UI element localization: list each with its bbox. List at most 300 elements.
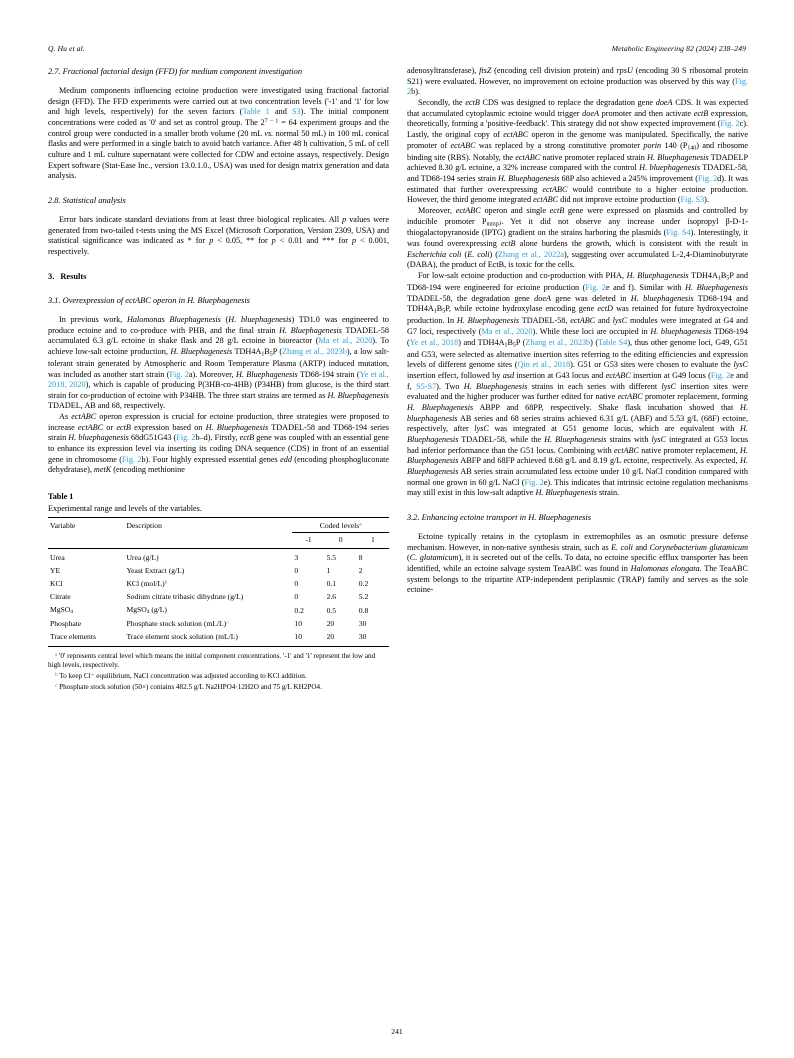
ref-table-s4[interactable]: Table S4	[598, 337, 628, 347]
cell-level-0: 2.6	[326, 591, 337, 601]
italic-run: Escherichia coli	[407, 249, 462, 259]
cell-description: MgSO$_4$ (g/L)	[126, 604, 167, 615]
italic-run: H. Bluephagenesis	[498, 173, 560, 183]
page-number: 241	[391, 1027, 403, 1036]
heading-2-7-title: Fractional factorial design (FFD) for medium component investigation	[62, 67, 303, 76]
ref-zhang-2022a[interactable]: Zhang et al., 2022a	[498, 249, 564, 259]
italic-run: H. Bluephagenesis	[544, 434, 607, 444]
text-run: ), which is capable of producing P(3HB-co-4HB) (P34HB) from glucose, is the third start strain for co-production of ectoine with P34HB. The three start strains are termed as	[48, 380, 390, 400]
text-run: 140 (P	[661, 140, 688, 150]
italic-run: H. Bluephagenesis	[205, 422, 269, 432]
heading-3-1	[48, 295, 389, 306]
cell-level-minus1: 10	[294, 632, 303, 642]
ref-fig-2b[interactable]: Fig. 2	[407, 76, 748, 97]
text-run: P (	[272, 346, 283, 356]
cell-level-minus1: 0	[294, 578, 299, 588]
text-run: and	[632, 542, 650, 552]
text-run: and	[595, 316, 613, 326]
cell-variable: Phosphate	[50, 619, 82, 629]
footnote-b	[48, 672, 389, 682]
text-run: B	[264, 346, 270, 356]
italic-run: H. bluephagenesis	[407, 402, 748, 423]
italic-run: p	[351, 236, 357, 246]
table-footnotes-row	[48, 646, 389, 693]
text-run: B	[507, 337, 513, 347]
text-run: TDADEL-58, and TD68-194 series strain	[407, 163, 748, 183]
italic-run: ectABC	[515, 152, 541, 162]
paragraph-previous-work	[48, 315, 389, 412]
text-run: e). This indicates that intrinsic ectoine regulation mechanisms may still exist in this low-salt adaptive	[407, 477, 748, 498]
italic-run: doeA	[655, 97, 673, 107]
ref-ma-2020[interactable]: Ma et al., 2020	[481, 327, 533, 336]
ref-ye-2018[interactable]: Ye et al., 2018	[409, 337, 459, 347]
text-run: strain.	[596, 488, 620, 498]
italic-run: E. coli	[467, 249, 490, 259]
italic-run: doeA	[534, 293, 551, 303]
italic-run: H. Bluephagenesis	[407, 424, 748, 444]
cell-level-1: 2	[358, 565, 363, 575]
italic-run: doeA	[582, 108, 599, 118]
text-run: alone burdens the growth, which is consistent with the result in	[515, 239, 749, 249]
ref-fig-2b[interactable]: Fig. 2	[121, 454, 142, 464]
text-run: Secondly, the	[418, 97, 466, 107]
text-run: ). Interestingly, it was found overexpressing	[407, 228, 749, 249]
text-run: In previous work,	[59, 314, 127, 324]
footnote-mark: b	[55, 671, 58, 678]
italic-run: lysC	[733, 360, 748, 370]
text-run: c). Lastly, the original copy of	[407, 119, 748, 139]
text-run: operon in the genome was manipulated. Specifically, the native promoter of	[407, 129, 748, 150]
text-run: (	[461, 249, 468, 259]
text-run: operon expression is crucial for ectoine production, three strategies were proposed to increase	[48, 412, 389, 432]
footnote-marker-c[interactable]: c	[226, 619, 229, 626]
text-run: . Yet it did not observe any increase under isopropyl β-D-1-thiogalactopyranoside (IPTG) gradient on the strains harboring the plasmids (	[407, 216, 748, 238]
italic-run: ectABC	[605, 370, 631, 380]
text-run: 68dG51G43 (	[128, 433, 177, 443]
text-run: b–d). Firstly,	[195, 433, 240, 443]
italic-run: H. bluephagenesis	[650, 327, 712, 336]
italic-run: lysC	[612, 316, 628, 326]
footnote-a	[48, 652, 389, 671]
cell-variable: YE	[50, 565, 61, 575]
text-run: was replaced by a strong constitutive promoter	[475, 140, 644, 150]
text-run: TDH4A	[232, 346, 262, 356]
subscript-text: mmp	[486, 220, 499, 227]
text-run: insertion at G43 locus and	[514, 370, 606, 380]
text-run: native promoter replacement,	[638, 445, 741, 455]
col-head-level-minus1: -1	[305, 535, 312, 545]
italic-run: ectB	[549, 205, 565, 215]
text-run: = 64 experiment groups and the control group were conducted in a smaller broth volume (20 mL	[48, 118, 389, 138]
cell-variable: Urea	[50, 552, 65, 562]
heading-3-2	[407, 512, 748, 523]
italic-run: H. Bluephagenesis	[170, 346, 233, 356]
text-run: AB series and 68 series strains achieved 6.31 g/L (ABF) and 5.53 g/L (68F) ectoine, respectively, after	[407, 413, 748, 434]
text-run: CDS was designed to replace the degradation gene	[479, 97, 656, 107]
heading-3-2-title-part: Enhancing ectoine transport in	[421, 512, 529, 522]
italic-run: E. coli	[611, 542, 633, 552]
table-row	[48, 618, 389, 631]
paragraph-secondly	[407, 98, 748, 206]
text-run: ABFP and 68FP achieved 8.68 g/L and 8.19 g/L ectoine, respectively. As expected,	[458, 456, 741, 466]
cell-level-minus1: 0.2	[294, 606, 304, 616]
italic-run: ectB	[465, 97, 480, 107]
heading-2-7-number: 2.7.	[48, 67, 61, 76]
italic-run: H. Bluephagenesis	[235, 369, 298, 379]
col-head-coded-levels	[292, 518, 389, 533]
cell-description: Trace element stock solution (mL/L)	[126, 632, 238, 642]
text-run: gene was coupled with an essential gene to enhance its expression level via inserting its coding DNA sequence (CDS) in front of an essential gene in chromosome (	[48, 433, 389, 464]
text-run: ), thus other genome loci, G49, G51 and G53, were selected as alternative insertion sites referring to the editing efficiencies and expression levels of different genome sites (	[407, 337, 749, 370]
text-run: a). Moreover,	[188, 369, 236, 379]
text-run: As	[59, 412, 72, 422]
paragraph-ffd	[48, 86, 389, 182]
ref-s5-s7[interactable]: S5-S7	[416, 381, 437, 391]
italic-run: ectABC	[450, 140, 476, 150]
footnote-mark: c	[55, 682, 58, 689]
heading-3-2-organism: H. Bluephagenesis	[528, 512, 592, 522]
italic-run: ectABC	[71, 412, 97, 422]
text-run: ) and TDH4A	[458, 337, 505, 347]
subscript: 5	[269, 351, 273, 358]
text-run: was retained for future hydroxyectoine production. In	[407, 304, 749, 326]
text-run: TDADEL-58 accumulated 6.3 g/L ectoine in shake flask and 28 g/L ectoine in bioreactor (	[48, 325, 389, 346]
text-run: TDADELP achieved 8.30 g/L ectoine, a 32% increase compared with the control	[407, 152, 748, 173]
subscript: 5	[442, 308, 446, 315]
text-run: d). It was estimated that further overexpressing	[407, 173, 748, 194]
text-run: ). The initial component concentrations were coded as '0' and set as control group. The 2	[48, 107, 389, 128]
ref-zhang-2023b[interactable]: Zhang et al., 2023b	[525, 337, 591, 347]
table-footnotes-cell	[48, 646, 389, 693]
italic-run: H. bluephagenesis	[68, 433, 129, 443]
text-run: insertion sites were evaluated and the higher producer was further edited for native	[407, 381, 748, 402]
table-caption: Experimental range and levels of the variables.	[48, 503, 202, 513]
text-run: . The TeaABC system belongs to the tripartite ATP-independent periplasmic (TRAP) family and serves as the sole ectoine-	[407, 563, 748, 595]
heading-3-1-organism: H. Bluephagenesis	[187, 295, 250, 305]
italic-run: ftsZ	[479, 66, 492, 75]
ref-fig-2ef[interactable]: Fig. 2	[585, 283, 606, 293]
ref-fig-2bd[interactable]: Fig. 2	[176, 433, 196, 443]
cell-level-minus1: 0	[294, 591, 299, 601]
subscript	[487, 221, 502, 227]
heading-2-8-number: 2.8.	[48, 196, 61, 205]
italic-run: ectD	[597, 304, 613, 314]
text-run: TD68-194 strain (	[297, 369, 360, 379]
table-footnotes	[48, 652, 389, 693]
italic-run: p	[342, 215, 347, 225]
ref-fig-s3[interactable]: Fig. S3	[680, 195, 705, 205]
heading-3-1-gene: ectABC	[125, 295, 151, 305]
text-run: (	[220, 314, 229, 324]
italic-run: Halomonas elongata	[630, 563, 700, 573]
text-run: e and f). Similar with	[605, 283, 686, 293]
italic-run: vs.	[264, 128, 274, 138]
ref-fig-2e[interactable]: Fig. 2	[524, 477, 544, 487]
text-run: TDADEL-58, while the	[458, 434, 545, 444]
ref-fig-2ef[interactable]: Fig. 2	[710, 370, 731, 380]
text-run: gene was deleted in	[550, 293, 631, 303]
text-run: Moreover,	[418, 205, 456, 215]
cell-description-text: Phosphate stock solution (mL/L)	[126, 619, 227, 629]
italic-run: lysC	[474, 424, 489, 434]
cell-level-1: 8	[358, 552, 363, 562]
col-head-level-0: 0	[338, 535, 343, 545]
footnote-text: To keep Cl⁻ equilibrium, NaCl concentration was adjusted according to KCl addition.	[59, 672, 307, 681]
text-run: and	[269, 107, 292, 117]
text-run: Medium components influencing ectoine production were investigated using fractional factorial design (FFD). The FFD experiments were carried out at two concentration levels ('-1' and '1' for low and high levels, respectively) for the seven factors (	[48, 86, 389, 117]
text-run: TDADEL-58, the degradation gene	[407, 293, 535, 303]
text-run: (encoding methionine	[111, 465, 185, 475]
heading-3-1-title-part: Overexpression of	[62, 295, 126, 305]
text-run: P (	[515, 337, 526, 347]
subscript: 5	[512, 341, 516, 348]
italic-run: ectB	[693, 108, 709, 118]
italic-run: ectABC	[542, 184, 568, 194]
text-run: b). Four highly expressed essential genes	[141, 454, 281, 464]
text-run: TDH4A	[688, 271, 718, 281]
text-run: B	[720, 271, 727, 281]
text-run: promoter replacement, forming	[642, 392, 748, 402]
table-header-row-group	[48, 518, 389, 533]
text-run: expression based on	[130, 422, 206, 432]
text-run: gene were expressed on plasmids and controlled by inducible promoter P	[407, 205, 748, 226]
ref-fig-2a[interactable]: Fig. 2	[169, 369, 189, 379]
text-run: Error bars indicate standard deviations from at least three biological replicates. All	[59, 215, 343, 225]
italic-run: H. Bluephagenesis	[626, 271, 689, 281]
text-run: ). To achieve low-salt ectoine production,	[48, 336, 389, 356]
cell-description-text: KCl (mol/L)	[126, 578, 165, 588]
experimental-range-table	[48, 517, 389, 693]
text-run: ) TD1.0 was engineered to produce ectoine and to co-produce with PHB, and the final strain	[48, 314, 389, 335]
heading-2-8	[48, 195, 389, 206]
text-run: TD68-194 and TDH4A	[407, 293, 748, 314]
table-row	[48, 631, 389, 646]
cell-level-0: 20	[326, 632, 335, 642]
subscript: 1	[261, 351, 265, 358]
ref-zhang-2023b[interactable]: Zhang et al., 2023b	[282, 346, 347, 356]
text-run: ).	[704, 195, 709, 205]
text-run: adenosyltransferase),	[407, 66, 480, 75]
cell-variable: KCl	[50, 578, 63, 588]
table-1-block	[48, 492, 389, 693]
ref-fig-2c[interactable]: Fig. 2	[720, 119, 740, 129]
text-run: B	[436, 304, 443, 314]
subscript: 1	[717, 275, 721, 282]
table-body	[48, 549, 389, 647]
italic-run: ectB	[501, 239, 516, 249]
cell-description	[124, 577, 292, 590]
footnote-text: Phosphate stock solution (50×) contains 482.5 g/L Na2HPO4·12H2O and 75 g/L KH2PO4.	[59, 682, 322, 691]
text-run: integrated at G53 locus had inferior performance than the G51 locus. Combining with	[407, 434, 749, 455]
italic-run: H. Bluephagenesis	[407, 456, 748, 476]
heading-2-8-title: Statistical analysis	[62, 196, 126, 205]
heading-3-title: Results	[60, 271, 87, 281]
text-run: ). Two	[436, 381, 464, 391]
text-run: < 0.01 and *** for	[275, 236, 352, 246]
text-run: (encoding 30 S ribosomal protein S21) were evaluated. However, no improvement on ectoine production was observed by this way (	[407, 66, 748, 86]
text-run: ) and ribosome binding site (RBS). Notably, the	[407, 140, 748, 162]
two-column-body	[48, 66, 748, 996]
table-label: Table 1	[48, 492, 74, 502]
cell-level-0: 0.1	[326, 578, 337, 588]
footnote-text: '0' represents central level which means the initial component concentrations. '-1' and '1' represent the low and high levels, respectively.	[48, 651, 376, 670]
italic-run: H. Bluephagenesis	[647, 152, 709, 162]
cell-description: Yeast Extract (g/L)	[126, 565, 185, 575]
cell-level-0: 20	[326, 619, 335, 629]
italic-run: lysC	[651, 434, 666, 444]
italic-run: H. Bluephagenesis	[279, 325, 342, 335]
italic-run: ectABC	[533, 195, 559, 205]
text-run: ). G51 or G53 sites were chosen to evaluate the	[570, 360, 734, 370]
heading-3-1-title-part: operon in	[150, 295, 188, 305]
text-run: ), suggesting over accumulated L-2,4-Diaminobutyrate (DABA), the product of EctB, is toxic for the cells.	[407, 249, 748, 270]
cell-level-0: 1	[326, 565, 331, 575]
ref-fig-2d[interactable]: Fig. 2	[698, 173, 718, 183]
italic-run: lysC	[661, 381, 676, 391]
heading-3-number: 3.	[48, 271, 55, 281]
footnote-marker-a[interactable]: a	[359, 522, 362, 529]
cell-variable: MgSO$_4$	[50, 604, 73, 615]
cell-variable: Citrate	[50, 591, 71, 601]
subscript: 5	[726, 275, 730, 282]
heading-3-results	[48, 271, 389, 282]
italic-run: H. bluephagenesis	[228, 314, 292, 324]
text-run: operon and single	[480, 205, 550, 215]
ref-s3[interactable]: S3	[291, 107, 301, 117]
text-run: Ectoine typically retains in the cytoplasm in extremophiles as an osmotic pressure defense mechanism. However, in non-native synthesis strain, such as	[407, 531, 748, 552]
italic-run: H. Bluephagenesis	[685, 283, 748, 293]
running-head-authors: Q. Hu et al.	[48, 44, 85, 53]
left-column	[48, 66, 389, 996]
col-head-description: Description	[124, 518, 292, 549]
text-run: AB series strain accumulated less ectoine under 10 g/L NaCl condition compared with normal one grown in 60 g/L NaCl (	[407, 466, 748, 487]
cell-level-1: 5.2	[358, 591, 369, 601]
text-run: ABPP and 68PP, respectively. Shake flask incubation showed that	[473, 402, 741, 412]
italic-run: H. Bluephagenesis	[327, 390, 389, 400]
text-run: promoter and then activate	[598, 108, 694, 118]
text-run: ) (	[590, 337, 599, 347]
cell-level-1: 30	[358, 619, 367, 629]
footnote-c	[48, 683, 389, 693]
text-run: strains with	[606, 434, 652, 444]
ref-qin-2018[interactable]: Qin et al., 2018	[517, 360, 571, 370]
italic-run: C. glutamicum	[409, 553, 459, 563]
paragraph-strategies	[48, 412, 389, 476]
col-head-variable: Variable	[48, 518, 124, 549]
exponent: 7 − 1	[264, 118, 279, 125]
cell-level-minus1: 3	[294, 552, 299, 562]
col-head-level-1: 1	[371, 535, 375, 545]
italic-run: H. Bluephagenesis	[463, 381, 528, 391]
text-run: P, while ectoine hydroxylase encoding gene	[445, 304, 598, 314]
paragraph-essential-genes-cont	[407, 66, 748, 98]
italic-run: ectABC	[503, 129, 529, 139]
text-run: values were generated from two-tailed t-tests using the MS Excel (Microsoft Corporation, Version 2309, USA) and statistical significance was indicated as * for	[48, 215, 390, 246]
text-run: CDS. It was expected that accumulated cytoplasmic ectoine would trigger	[407, 97, 748, 118]
text-run: expression, theoretically, forming a 'positive-feedback'. This strategy did not show expected improvement (	[407, 108, 748, 129]
text-run: was integrated at G51 genome locus, which are equivalent with	[488, 424, 741, 434]
table-row	[48, 549, 389, 564]
text-run: TDADEL-58 and TD68-194 series strain	[48, 422, 389, 443]
footnote-mark: a	[55, 651, 58, 658]
ref-ye-2018-2020[interactable]: Ye et al., 2018, 2020	[48, 369, 389, 390]
text-run: strains in each series with different	[527, 381, 662, 391]
ref-table-1[interactable]: Table 1	[242, 107, 270, 117]
text-run: ), a low salt-tolerant strain generated by Atmospheric and Room Temperature Plasma (ARTP) induced mutation, was included as another start strain (	[48, 346, 389, 379]
paragraph-moreover-plasmids	[407, 206, 748, 271]
text-run: native promoter replaced strain	[540, 152, 648, 162]
cell-level-1: 30	[358, 632, 367, 642]
table-row	[48, 603, 389, 618]
text-run: did not improve ectoine production (	[558, 195, 681, 205]
ref-ma-2020[interactable]: Ma et al., 2020	[318, 336, 373, 346]
italic-run: asd	[502, 370, 515, 380]
italic-run: p	[209, 236, 214, 246]
text-run: ), it is secreted out of the cells. To data, no ectoine specific efflux transporter has been identified, while an ectoine salvage system TeaABC was found in	[407, 553, 748, 573]
ref-fig-s4[interactable]: Fig. S4	[666, 228, 691, 238]
subscript: 140	[687, 144, 697, 151]
subscript: 1	[504, 341, 508, 348]
italic-run: H. Bluephagenesis	[407, 402, 474, 412]
italic-run: ectABC	[78, 422, 104, 432]
table-row	[48, 590, 389, 603]
italic-run: edd	[280, 454, 292, 464]
cell-description: Sodium citrate tribasic dihydrate (g/L)	[126, 591, 244, 601]
text-run: would contribute to a higher ectoine production. However, the third genome integrated	[407, 184, 748, 205]
paragraph-stats	[48, 215, 389, 258]
cell-level-0: 0.5	[326, 606, 337, 616]
italic-run: ectB	[239, 433, 255, 443]
table-row	[48, 564, 389, 577]
text-run: (	[407, 553, 410, 563]
italic-run: H. Bluephagenesis	[535, 488, 597, 498]
text-run: TD68-194 (	[407, 327, 748, 347]
paragraph-lowsalt-engineering	[407, 271, 748, 499]
italic-run: Corynebacterium glutamicum	[649, 542, 748, 552]
footnote-marker-b[interactable]: b	[164, 579, 168, 586]
text-run: < 0.001, respectively.	[48, 236, 389, 257]
italic-run: H. Bluephagenesis	[407, 445, 748, 466]
italic-run: Halomonas Bluephagenesis	[127, 314, 221, 324]
italic-run: H. bluephagenesis	[630, 293, 694, 303]
italic-run: porin	[643, 140, 662, 150]
heading-3-2-number: 3.2.	[407, 512, 420, 522]
cell-level-0: 5.5	[326, 552, 337, 562]
text-run: P and TD68-194 were engineered for ectoine production (	[407, 271, 749, 293]
italic-run: H. Bluephagenesis	[456, 316, 520, 326]
cell-description: Urea (g/L)	[126, 552, 159, 562]
cell-level-1: 0.8	[358, 606, 369, 616]
italic-run: ectABC	[455, 205, 481, 215]
table-foot	[48, 646, 389, 693]
coded-levels-label: Coded levels	[319, 521, 360, 531]
text-run: b).	[411, 87, 420, 97]
text-run: normal 50 mL) in 100 mL conical flasks and were performed in a single batch to avoid batch variance. After 48 h cultivation, 5 mL of cell culture and 1 mL culture supernatant were collected for CDW and ectoine assays, respectively. Design Expert software (Stat-Ease Inc., version 13.0.1.0., USA) was used for design matrix generation and data analysis.	[48, 128, 389, 181]
cell-level-minus1: 10	[294, 619, 303, 629]
text-run: (encoding phosphogluconate dehydratase),	[48, 454, 389, 475]
italic-run: ectABC	[617, 392, 643, 402]
text-run: or	[103, 422, 117, 432]
italic-run: ectB	[116, 422, 131, 432]
cell-level-minus1: 0	[294, 565, 299, 575]
text-run: 68P also achieved a 245% improvement (	[559, 173, 698, 183]
table-row	[48, 577, 389, 590]
text-run: TDADEL-58,	[519, 316, 571, 326]
italic-run: H. bluephagenesis	[639, 163, 701, 173]
right-column	[407, 66, 748, 996]
text-run: ). While these loci are occupied in	[532, 327, 651, 336]
italic-run: p	[271, 236, 276, 246]
